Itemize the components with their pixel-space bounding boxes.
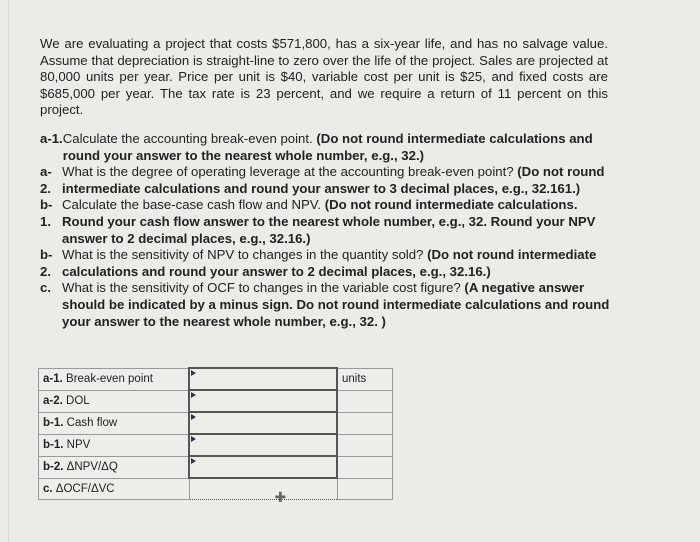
question-b2 xyxy=(40,247,620,280)
dol-input[interactable] xyxy=(190,391,336,411)
unit-cell xyxy=(337,390,393,412)
row-label: NPV xyxy=(66,439,91,451)
input-marker-icon xyxy=(191,370,196,376)
question-text: Calculate the base-case cash flow and NPV. xyxy=(62,197,322,213)
question-label: b-2. xyxy=(40,247,53,279)
question-text: Calculate the accounting break-even point. xyxy=(62,131,313,146)
unit-cell xyxy=(337,456,393,478)
unit-label: units xyxy=(337,368,393,390)
row-label: ΔNPV/ΔQ xyxy=(66,461,118,473)
question-instructions: (Do not round intermediate calculations and round your answer to 3 decimal places, e.g., 32.161.) xyxy=(62,164,605,196)
cursor-crosshair-icon: ✚ xyxy=(274,489,287,505)
row-label: Cash flow xyxy=(66,417,118,429)
unit-cell xyxy=(337,434,393,456)
question-label: c. xyxy=(40,280,51,296)
npv-input[interactable] xyxy=(190,435,336,455)
input-marker-icon xyxy=(191,458,196,464)
question-a1 xyxy=(40,131,620,164)
row-prefix: c. xyxy=(43,482,53,495)
input-marker-icon xyxy=(191,392,196,398)
question-instructions: (Do not round intermediate calculations. Round your cash flow answer to the nearest whole number, e.g., 32. Round your NPV answer to 2 decimal places, e.g., 32.16.) xyxy=(62,197,596,246)
table-row xyxy=(39,390,393,412)
unit-cell xyxy=(337,478,393,500)
question-text: What is the degree of operating leverage at the accounting break-even point? xyxy=(62,164,514,180)
npv-sensitivity-input[interactable] xyxy=(190,457,336,477)
row-label: Break-even point xyxy=(66,373,153,385)
question-text: What is the sensitivity of NPV to changes in the quantity sold? xyxy=(62,247,424,263)
table-row xyxy=(39,434,393,456)
break-even-input[interactable] xyxy=(190,369,336,389)
question-instructions: (A negative answer should be indicated by a minus sign. Do not round intermediate calculations and round your answer to the nearest whole number, e.g., 32. ) xyxy=(62,280,610,329)
table-row xyxy=(39,478,393,500)
table-row xyxy=(39,456,393,478)
table-row xyxy=(39,412,393,434)
question-label: a-2. xyxy=(40,164,52,196)
row-prefix: a-2. xyxy=(43,395,63,407)
question-instructions: (Do not round intermediate calculations and round your answer to 2 decimal places, e.g., 32.16.) xyxy=(62,247,597,279)
problem-statement: We are evaluating a project that costs $571,800, has a six-year life, and has no salvage value. Assume that depreciation is straight-line to zero over the life of the project. Sales are projected at 80,000 units per year. Price per unit is $40, variable cost per unit is $25, and fixed costs are $685,000 per year. The tax rate is 23 percent, and we require a return of 11 percent on this project. xyxy=(40,36,608,118)
input-marker-icon xyxy=(191,414,196,420)
row-prefix: b-1. xyxy=(43,439,64,451)
answer-table xyxy=(38,367,393,505)
ocf-sensitivity-input[interactable] xyxy=(190,479,337,499)
question-label: a-1. xyxy=(40,131,63,146)
row-prefix: b-1. xyxy=(43,417,64,429)
unit-cell xyxy=(337,412,393,434)
row-prefix: b-2. xyxy=(43,461,64,473)
question-label: b-1. xyxy=(40,197,53,229)
question-c xyxy=(40,280,620,330)
table-row xyxy=(39,368,393,390)
questions-list xyxy=(40,131,620,330)
cash-flow-input[interactable] xyxy=(190,413,336,433)
question-b1 xyxy=(40,197,620,247)
row-label: DOL xyxy=(66,395,90,407)
question-text: What is the sensitivity of OCF to changes in the variable cost figure? xyxy=(62,280,461,296)
row-label: ΔOCF/ΔVC xyxy=(55,482,115,495)
input-marker-icon xyxy=(191,436,196,442)
question-a2 xyxy=(40,164,620,197)
question-instructions: (Do not round intermediate calculations and round your answer to the nearest whole number, e.g., 32.) xyxy=(62,131,593,163)
row-prefix: a-1. xyxy=(43,373,63,385)
